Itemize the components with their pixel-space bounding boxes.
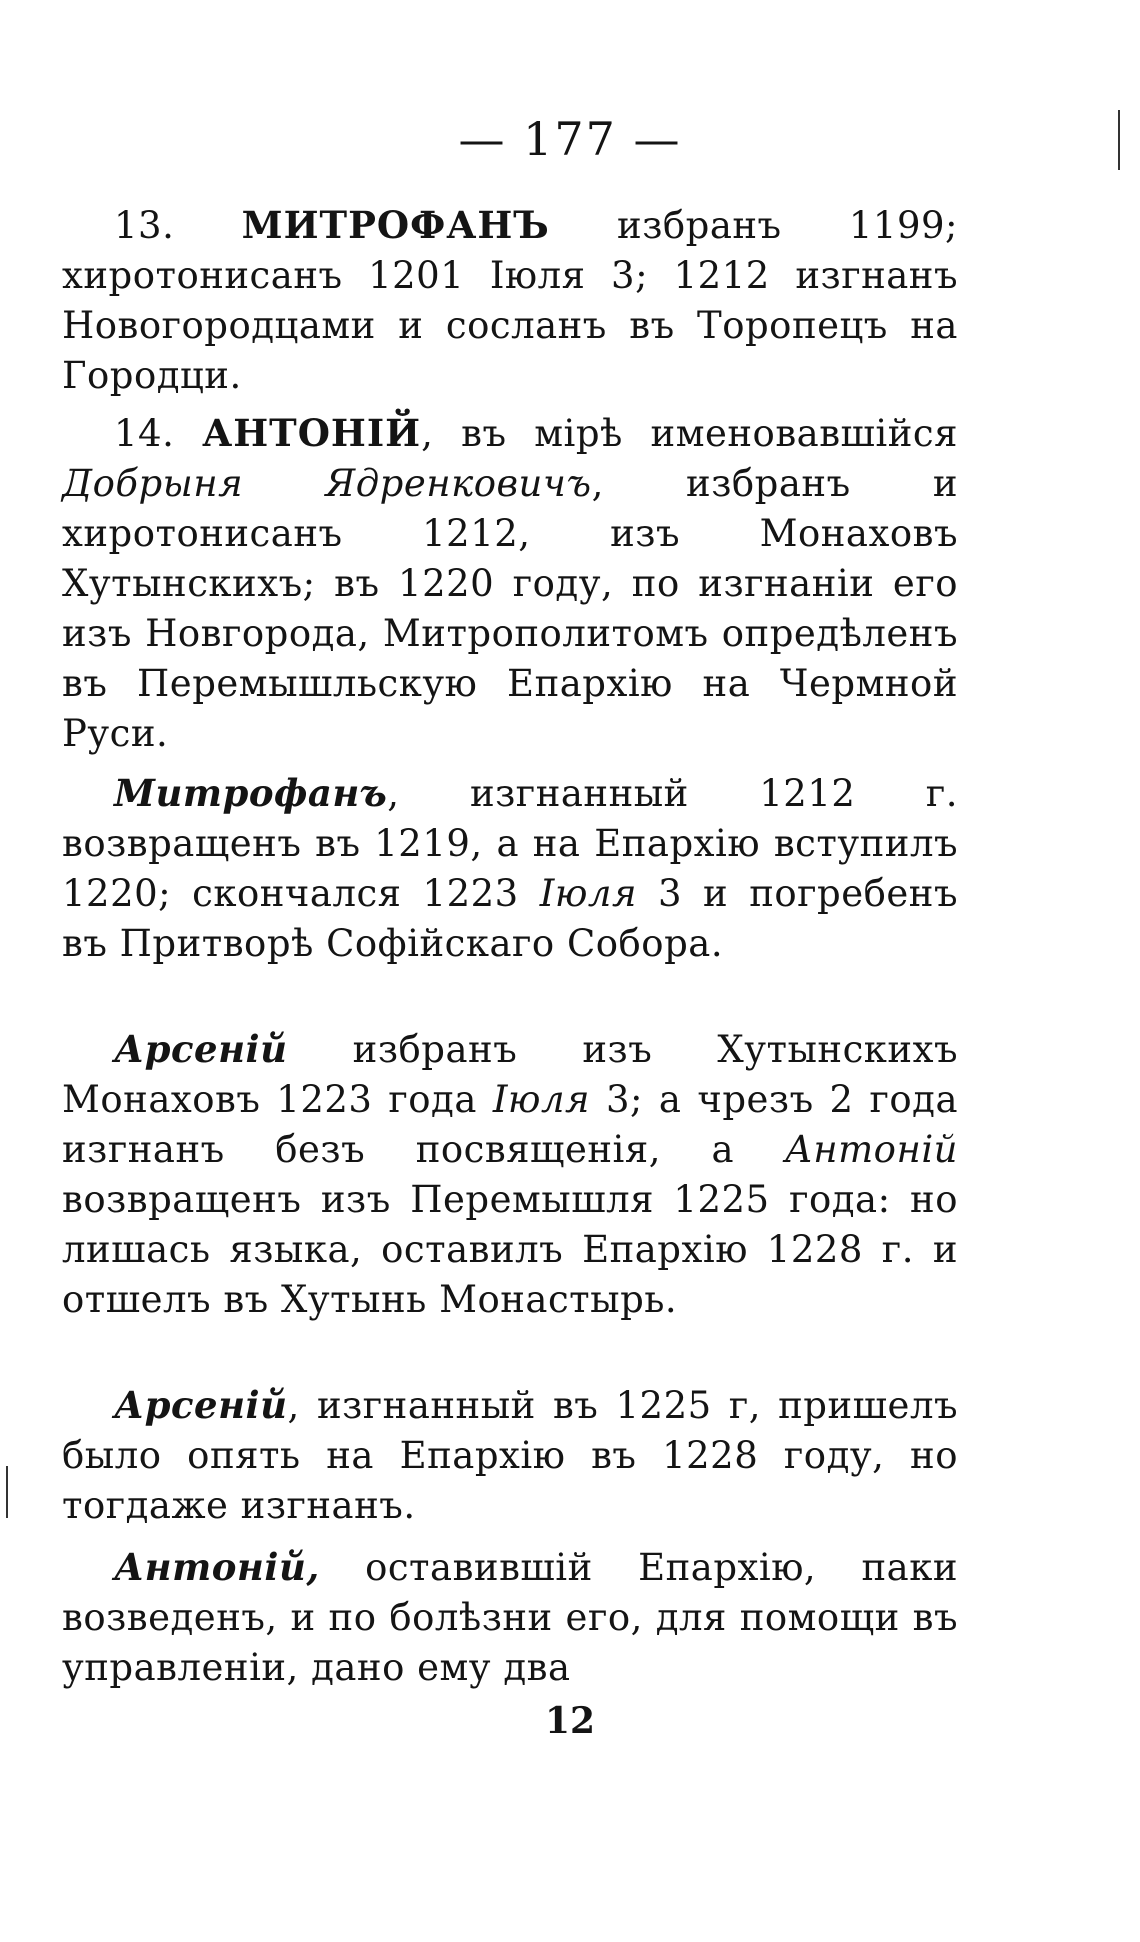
paragraph-text: , въ мірѣ именовавшійся: [421, 412, 958, 455]
paragraph-number: 13.: [114, 204, 175, 247]
paragraph-arseny-2: [62, 1380, 958, 1531]
signature-mark: 12: [544, 1700, 596, 1742]
paragraph-antony: [62, 1542, 958, 1693]
paragraph-text: оставившій Епархію, паки возведенъ, и по болѣзни его, для помощи въ управленіи, дано ему два: [62, 1546, 959, 1689]
paragraph-number: 14.: [114, 412, 175, 455]
paragraph-text: возвращенъ изъ Перемышля 1225 года: но лишась языка, оставилъ Епархію 1228 г. и отшелъ въ Хутынь Монастырь.: [62, 1178, 958, 1321]
bishop-name: Арсеній: [114, 1383, 288, 1427]
paragraph-text: 3; а чрезъ 2 года изгнанъ безъ посвященія, а: [62, 1078, 959, 1171]
paragraph-text: , изгнанный 1212 г. возвращенъ въ 1219, а на Епархію вступилъ 1220; скончался 1223: [62, 772, 958, 915]
scan-artifact: [1118, 110, 1120, 170]
scan-artifact: [6, 1466, 8, 1518]
bishop-name: АНТОНІЙ: [202, 411, 422, 455]
bishop-name: Арсеній: [114, 1027, 288, 1071]
bishop-name: Антоній,: [114, 1545, 320, 1589]
paragraph-arseny-1: [62, 1024, 958, 1325]
paragraph-text: 3 и погребенъ въ Притворѣ Софійскаго Собора.: [62, 872, 958, 965]
month-name: Іюля: [492, 1078, 591, 1121]
bishop-name: МИТРОФАНЪ: [241, 203, 550, 247]
paragraph-text: избранъ 1199; хиротонисанъ 1201 Іюля 3; 1212 изгнанъ Новогородцами и сосланъ въ Торопецъ на Городци.: [62, 204, 959, 397]
paragraph-text: , изгнанный въ 1225 г, пришелъ было опять на Епархію въ 1228 году, но тогдаже изгнанъ.: [62, 1384, 958, 1527]
paragraph-13: [62, 200, 958, 401]
page-number-header: — 177 —: [458, 112, 682, 166]
paragraph-14: [62, 408, 958, 759]
paragraph-mitrofan: [62, 768, 958, 969]
paragraph-text: , избранъ и хиротонисанъ 1212, изъ Монаховъ Хутынскихъ; въ 1220 году, по изгнаніи его изъ Новгорода, Митрополитомъ опредѣленъ въ Перемышльскую Епархію на Чермной Руси.: [62, 462, 958, 755]
paragraph-text: избранъ изъ Хутынскихъ Монаховъ 1223 года: [62, 1028, 959, 1121]
secular-name: Добрыня Ядренковичъ: [62, 462, 592, 505]
month-name: Іюля: [539, 872, 637, 915]
bishop-name-inline: Антоній: [784, 1128, 958, 1171]
bishop-name: Митрофанъ: [114, 771, 388, 815]
